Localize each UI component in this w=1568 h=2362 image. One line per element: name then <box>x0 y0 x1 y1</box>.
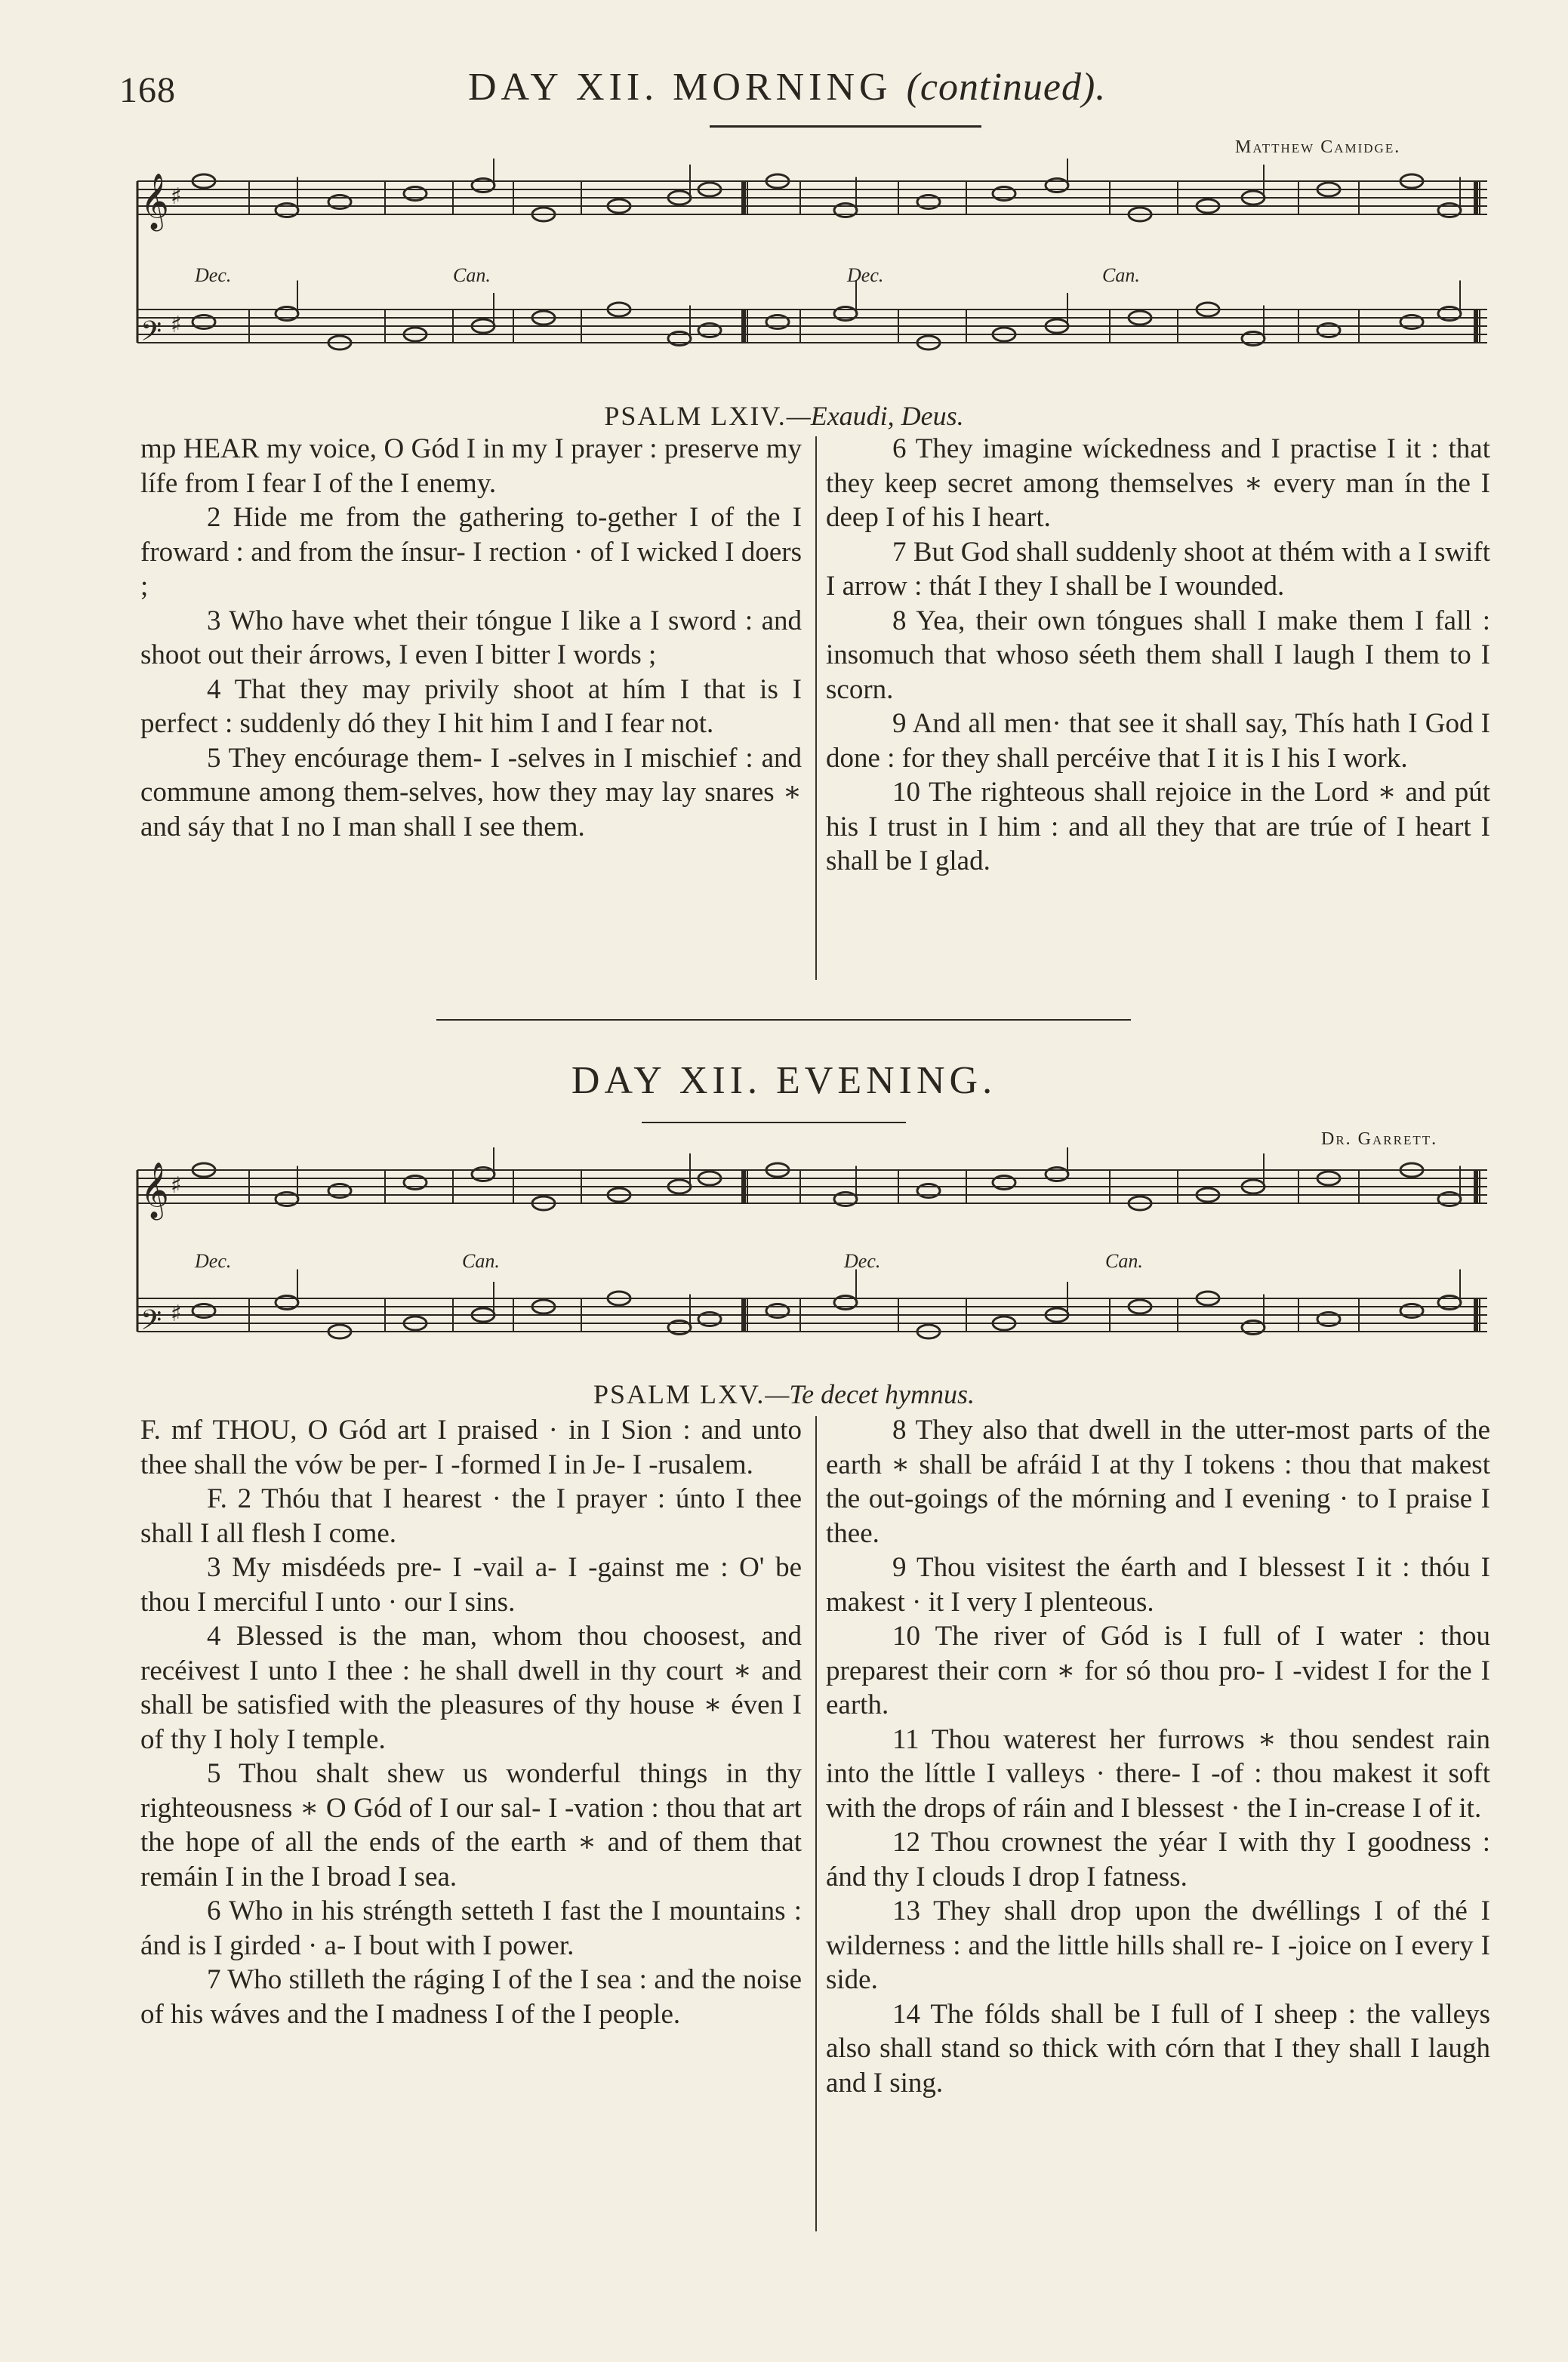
double-bar-line <box>741 1170 746 1203</box>
morning-label-dec-2: Dec. <box>847 264 884 286</box>
morning-composer: Matthew Camidge. <box>1235 137 1401 157</box>
column-divider <box>815 1416 817 2231</box>
page-number: 168 <box>119 70 176 110</box>
double-bar-line <box>1474 181 1478 214</box>
double-bar-line <box>1474 1298 1478 1332</box>
key-signature-icon: ♯ <box>171 1301 182 1327</box>
morning-label-can-2: Can. <box>1102 264 1140 286</box>
psalm-verse: mp HEAR my voice, O Gód I in my I prayer : preserve my lífe from I fear I of the I enemy. <box>140 433 802 499</box>
running-head <box>468 65 1106 109</box>
psalm-verse: 5 They encóurage them- I -selves in I mischief : and commune among them-selves, how they may lay snares ∗ and sáy that I no I man shall I see them. <box>140 742 802 842</box>
column-divider <box>815 436 817 980</box>
evening-chant-score <box>136 1147 1495 1389</box>
running-head-title: DAY XII. MORNING <box>468 66 892 109</box>
evening-label-dec-1: Dec. <box>195 1250 232 1272</box>
psalm-65-title <box>0 1378 1568 1410</box>
psalm-verse: 12 Thou crownest the yéar I with thy I goodness : ánd thy I clouds I drop I fatness. <box>826 1827 1490 1892</box>
psalm-64-right-column <box>826 432 1490 879</box>
psalm-verse: 8 Yea, their own tóngues shall I make them I fall : insomuch that whoso séeth them shall I laugh I them to I scorn. <box>826 605 1490 705</box>
psalm-verse: 14 The fólds shall be I full of I sheep : the valleys also shall stand so thick with córn that I they shall I laugh and I sing. <box>826 1998 1490 2099</box>
morning-chant-score <box>136 159 1495 400</box>
key-signature-icon: ♯ <box>171 312 182 338</box>
psalm-verse: 2 Hide me from the gathering to-gether I of the I froward : and from the ínsur- I rection · of I wicked I doers ; <box>140 502 802 602</box>
evening-heading: DAY XII. EVENING. <box>571 1059 997 1102</box>
psalm-65-number: PSALM LXV. <box>593 1379 766 1409</box>
key-signature-icon: ♯ <box>171 1172 182 1199</box>
psalm-verse: 8 They also that dwell in the utter-most parts of the earth ∗ shall be afráid I at thy I tokens : thou that makest the out-goings of the mórning and I evening · to I praise I thee. <box>826 1415 1490 1549</box>
evening-label-can-2: Can. <box>1105 1250 1143 1272</box>
double-bar-line <box>1474 309 1478 343</box>
psalm-64-number: PSALM LXIV. <box>604 401 787 431</box>
double-bar-line <box>741 181 746 214</box>
psalm-65-subtitle: —Te decet hymnus. <box>765 1379 975 1409</box>
morning-label-can-1: Can. <box>453 264 491 286</box>
psalm-64-title <box>0 400 1568 432</box>
psalm-64-subtitle: —Exaudi, Deus. <box>786 401 964 431</box>
psalm-verse: 10 The righteous shall rejoice in the Lord ∗ and pút his I trust in I him : and all they that are trúe of I heart I shall be I glad. <box>826 777 1490 876</box>
evening-label-dec-2: Dec. <box>844 1250 881 1272</box>
psalm-verse: 5 Thou shalt shew us wonderful things in thy righteousness ∗ O Gód of I our sal- I -vation : thou that art the hope of all the ends of the earth ∗ and of them that remáin I in the I broad I sea. <box>140 1758 802 1892</box>
running-head-note: (continued). <box>906 66 1107 109</box>
psalm-verse: F. mf THOU, O Gód art I praised · in I Sion : and unto thee shall the vów be per- I -formed I in Je- I -rusalem. <box>140 1415 802 1480</box>
psalm-verse: 3 My misdéeds pre- I -vail a- I -gainst me : O' be thou I merciful I unto · our I sins. <box>140 1552 802 1618</box>
psalm-64-left-column <box>140 432 802 844</box>
psalm-65-right-column <box>826 1413 1490 2100</box>
psalm-verse: F. 2 Thóu that I hearest · the I prayer : únto I thee shall I all flesh I come. <box>140 1483 802 1549</box>
psalm-verse: 4 That they may privily shoot at hím I that is I perfect : suddenly dó they I hit him I and I fear not. <box>140 673 802 739</box>
psalm-65-left-column <box>140 1413 802 2031</box>
treble-clef-icon: 𝄞 <box>140 1163 169 1218</box>
double-bar-line <box>741 1298 746 1332</box>
morning-label-dec-1: Dec. <box>195 264 232 286</box>
evening-label-can-1: Can. <box>462 1250 500 1272</box>
treble-clef-icon: 𝄞 <box>140 174 169 229</box>
psalm-verse: 7 But God shall suddenly shoot at thém with a I swift I arrow : thát I they I shall be I wounded. <box>826 536 1490 602</box>
psalm-verse: 6 Who in his stréngth setteth I fast the I mountains : ánd is I girded · a- I bout with I power. <box>140 1895 802 1961</box>
psalm-verse: 10 The river of Gód is I full of I water : thou preparest their corn ∗ for só thou pro- I -videst I for the I earth. <box>826 1621 1490 1720</box>
psalm-verse: 13 They shall drop upon the dwéllings I of thé I wilderness : and the little hills shall re- I -joice on I every I side. <box>826 1895 1490 1995</box>
psalm-verse: 4 Blessed is the man, whom thou choosest, and recéivest I unto I thee : he shall dwell in thy court ∗ and shall be satisfied with the pleasures of thy house ∗ éven I of thy I holy I temple. <box>140 1621 802 1755</box>
psalm-verse: 11 Thou waterest her furrows ∗ thou sendest rain into the líttle I valleys · there- I -of : thou makest it soft with the drops of ráin and I blessest · the I in-crease I of it. <box>826 1723 1490 1824</box>
psalm-verse: 7 Who stilleth the ráging I of the I sea : and the noise of his wáves and the I madness I of the I people. <box>140 1964 802 2030</box>
bass-clef-icon: 𝄢 <box>140 316 162 354</box>
header-rule <box>710 125 981 128</box>
psalm-verse: 3 Who have whet their tóngue I like a I sword : and shoot out their árrows, I even I bitter I words ; <box>140 605 802 670</box>
double-bar-line <box>1474 1170 1478 1203</box>
key-signature-icon: ♯ <box>171 183 182 210</box>
evening-heading-rule <box>642 1122 906 1123</box>
evening-composer: Dr. Garrett. <box>1321 1129 1438 1149</box>
double-bar-line <box>741 309 746 343</box>
bass-clef-icon: 𝄢 <box>140 1304 162 1343</box>
psalm-verse: 9 And all men· that see it shall say, Thís hath I God I done : for they shall percéive that I it is I his I work. <box>826 708 1490 774</box>
psalm-verse: 6 They imagine wíckedness and I practise I it : that they keep secret among themselves ∗ every man ín the I deep I of his I heart. <box>826 433 1490 533</box>
psalm-verse: 9 Thou visitest the éarth and I blessest I it : thóu I makest · it I very I plenteous. <box>826 1552 1490 1618</box>
section-separator <box>436 1019 1131 1021</box>
